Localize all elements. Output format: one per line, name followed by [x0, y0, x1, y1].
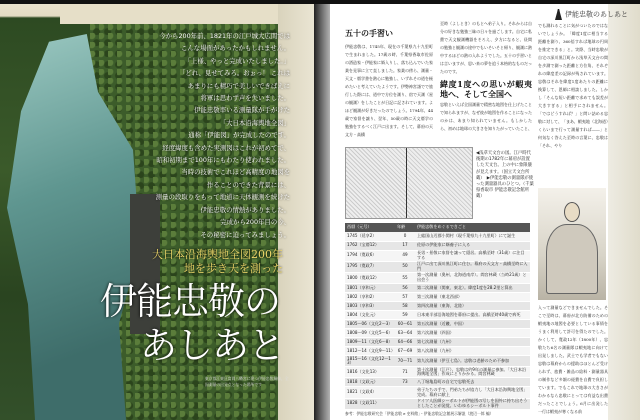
timeline: [345, 223, 530, 416]
year-cell: 1802（享和2）: [345, 293, 395, 302]
year-cell: 1818（文政元）: [345, 378, 395, 387]
intro-line: 今から200年前、1821年の江戸城大広間では: [159, 32, 290, 40]
table-source: 参考：伊能忠敬研究会「伊能忠敬 e 史料館」・伊能忠敬記念館展示解説（渡辺一郎 編）: [345, 410, 494, 416]
intro-line: あまりにも精巧で美しいできばえに: [187, 81, 290, 90]
year-cell: 1805〜06（文化2〜3）: [345, 320, 395, 329]
intro-line: 「上様、やっと完成いたしました。」: [184, 56, 290, 65]
event-cell: 第三次測量（東北西部）: [415, 293, 530, 302]
year-cell: 1812〜14（文化9〜11）: [345, 347, 395, 356]
table-row: [345, 356, 530, 367]
section-heading: 五十の手習い: [345, 28, 393, 38]
age-cell: 0: [395, 232, 415, 241]
event-cell: 第十次測量（江戸）。忠敬は約9年の測量に参加。「大日本沿海輿地全図」作成にとりかかる。間宮林蔵: [415, 367, 530, 378]
table-row: [345, 320, 530, 329]
age-cell: [395, 387, 415, 398]
walking-figure-icon: [555, 9, 562, 20]
age-cell: 63〜64: [395, 329, 415, 338]
column-1: [345, 28, 433, 139]
event-cell: 第五次測量（近畿、中国）: [415, 320, 530, 329]
running-header-text: 伊能忠敬のあしあと: [565, 10, 628, 19]
event-cell: 八丁堀亀島町の自宅で忠敬死去: [415, 378, 530, 387]
section-body: 入って測量などできませんでした。そこで至時は、幕府が北方防備のための蝦夷地の地図を必要としている事情をうまく利用して許可を得たのでした。かくして、寛政12年（1800年）、忠敬たち6名の測量隊は蝦夷地に向けて出発しました。武士でも学者でもない忠敬は幕府からの援助はほとんど受けられず、旅費・雑品の給料・測量器具の制作など多額の経費を自費で負担しています。でもこれで地球の大きさがわかるなら忠敬にとっては有益な出費だったことでしょう。6月に出発した一行は蝦夷が寒くなる前: [538, 305, 608, 414]
year-cell: 1794（寛政6）: [345, 250, 395, 261]
age-cell: 70〜71: [395, 356, 415, 367]
event-cell: 第二次測量（関東、東北）。緯度1度を28.2里と算出: [415, 284, 530, 293]
intro-line: 測量の段取りをもって地道に天体観測を続けた: [155, 193, 290, 202]
table-row: [345, 284, 530, 293]
timeline-table: [345, 223, 530, 410]
table-header: 西暦（元号）: [345, 223, 395, 232]
table-row: [345, 250, 530, 261]
intro-line: 完成から200年目の今、: [220, 218, 290, 227]
intro-line: 通称「伊能図」が完成したのです。: [188, 131, 290, 140]
age-cell: 60〜61: [395, 320, 415, 329]
year-cell: 1795（寛政7）: [345, 261, 395, 272]
column-2: [440, 20, 532, 133]
intro-line: 将軍は思わず声を失いました。: [200, 94, 290, 103]
event-cell: 第九次測量（伊豆七島）。忠敬は老齢のため不参加: [415, 356, 530, 367]
subtitle: [135, 248, 283, 276]
event-cell: 第八次測量（九州）: [415, 347, 530, 356]
event-cell: 第一次測量（奥州、北海道南岸）。間宮林蔵（当時21歳）と出会う: [415, 272, 530, 283]
title-line-1: 伊能忠敬の: [100, 280, 280, 323]
section-body: 至時（よしとき）のもとへ弟子入り。それからは自分の好きな勉強三昧の日々を過ごします。自宅に私費で天文観測機器をそろえ、夕方になると、昼間の勉強と観測の途中でもいそいそと帰り、観測に熱中するほどの熱の入れようでした。五十の手習いとは言いますが、思い来の夢を追う本格的なものだったのです。: [440, 21, 532, 74]
intro-line: 「大日本沿海輿地全図」: [219, 118, 290, 127]
table-header: 伊能忠敬をめぐるできごと: [415, 223, 530, 232]
article-page: [330, 4, 640, 420]
year-cell: 1808〜09（文化5〜6）: [345, 329, 395, 338]
subtitle-line-1: 大日本沿海輿地全図200年: [152, 248, 283, 261]
age-cell: 49: [395, 250, 415, 261]
intro-line: 「どれ、見せてみろ。おぉっ！ これは: [178, 69, 290, 78]
intro-line: 作ることのできた背景には、: [206, 180, 290, 189]
section-body: 伊能忠敬は、1745年、現在の千葉県九十九里町で生まれました。17歳の時、千葉県香取市佐原の酒造家・伊能家に婿入りし、落ち込んでいた家業を見事に立て直しました。家業の傍ら、測量・天文・暦学書を熱心に勉強し、いずれその道を極めたいと考えていたようです。伊勢神宮詣でで旅行した際には、道中で方位を測り、宿で天測（星の観測）をしたことが日記に記されています。よほど観測が好きだったのでしょう。1794年、44歳で家督を譲り、翌年、50歳の時に天文暦学の勉強をするべく江戸に出ます。そして、幕府の天文方・高橋: [345, 44, 433, 137]
table-row: [345, 378, 530, 387]
year-cell: 1816（文化13）: [345, 367, 395, 378]
event-cell: 上総国山辺郡小関村（現千葉県九十九里町）にて誕生: [415, 232, 530, 241]
intro-line: 昭和初期まで100年にもわたり使われました。: [156, 156, 290, 165]
age-cell: 57: [395, 293, 415, 302]
table-row: [345, 367, 530, 378]
intro-line: 伊能忠敬率いる測量隊が手がけた: [194, 106, 290, 115]
age-cell: 55: [395, 272, 415, 283]
year-cell: 1803（享和3）: [345, 302, 395, 311]
intro-line: こんな場面があったかもしれません。: [181, 44, 290, 53]
intro-line: 当時の技術でこれほど高精度の地図を: [181, 168, 290, 177]
age-cell: 73: [395, 378, 415, 387]
illustration-caption: ◀浅草天文台の図。江戸時代後期の1782年に幕府が設置した天文台。上の中に象限儀が見えます。（国立天文台所蔵） ▶伊能忠敬の測量隊が使った測量器具のひとつ。（千葉県香取市 伊能忠敬記念館所蔵）: [476, 151, 534, 200]
event-cell: 第四次測量（東海、北陸）: [415, 302, 530, 311]
age-cell: 58: [395, 302, 415, 311]
subtitle-line-2: 地を歩き天を測った: [184, 262, 283, 275]
event-cell: 長男・景敬に家督を譲って隠居。高橋至時（31歳）に注目する: [415, 250, 530, 261]
table-header: 年齢: [395, 223, 415, 232]
year-cell: 1809〜11（文化6〜8）: [345, 338, 395, 347]
table-row: [345, 398, 530, 409]
table-row: [345, 329, 530, 338]
age-cell: 59: [395, 311, 415, 320]
table-row: [345, 261, 530, 272]
intro-line: その秘密に迫ってみましょう。: [200, 230, 290, 239]
running-header: [555, 9, 628, 20]
year-cell: 1762（宝暦12）: [345, 241, 395, 250]
table-row: [345, 272, 530, 283]
table-row: [345, 347, 530, 356]
title-line-2: あしあと: [140, 324, 284, 367]
year-cell: 1800（寛政12）: [345, 272, 395, 283]
portrait-illustration: [538, 188, 606, 300]
feature-title: [100, 280, 284, 368]
age-cell: 71: [395, 367, 415, 378]
event-cell: 第七次測量（九州）: [415, 338, 530, 347]
event-cell: 江戸に出て深川黒江町に住む。幕府の天文方・高橋至時に入門: [415, 261, 530, 272]
section-heading: 緯度1度への思いが蝦夷地へ、そして全国へ: [440, 79, 532, 99]
age-cell: 17: [395, 241, 415, 250]
year-cell: 1804（文化元）: [345, 311, 395, 320]
intro-text: [128, 30, 290, 241]
column-3-lower: [538, 304, 608, 416]
table-row: [345, 311, 530, 320]
table-row: [345, 338, 530, 347]
column-3: [538, 22, 608, 150]
table-row: [345, 232, 530, 241]
intro-line: 経度緯度も含めた実測図はこれが初めてで、: [162, 143, 290, 152]
age-cell: 50: [395, 261, 415, 272]
event-cell: 佐原の伊能家に婿養子に入る: [415, 241, 530, 250]
table-row: [345, 293, 530, 302]
section-body: でも測れることに気がついたのではないでしょうか。「緯度1度に相当する距離を測り、360倍すれば地球の円周を推定できる」と。実際、当時忠敬が自宅の深川黒江町から浅草天文台の間を歩測で測った距離と方位角、それぞれの緯度差の記録が残されています。忠敬はそれを緯度1度あたりの距離に換算して、恩師に相談しました。しかし「そんな短い距離で求めても誤差が大きすぎる」と相手にされません。「ではどうすれば？」と問い詰める忠敬に対して、「まあ、蝦夷地（北海道）くらいまで行って測量すれば――」と何気なく答えた至時の言葉に、忠敬は「それ、やり: [538, 23, 608, 148]
table-row: [345, 241, 530, 250]
table-row: [345, 302, 530, 311]
event-cell: 第六次測量（四国）: [415, 329, 530, 338]
intro-line: 伊能忠敬の情熱がありました。: [200, 205, 290, 214]
year-cell: 1828（文政11）: [345, 398, 395, 409]
age-cell: 64〜66: [395, 338, 415, 347]
observatory-illustration: [345, 147, 473, 219]
year-cell: 1801（享和元）: [345, 284, 395, 293]
photo-credit: 東京都江東区富岡八幡宮に建つ伊能忠敬銅像。全国測量の出発点となった場所です: [205, 376, 289, 387]
section-body: 忠敬といえば全国測量で精密な地図を仕上げたことで知られますが、なぜ彼が地図を作ることになったのかは、あまり知られていません。もしかしたら、初めは地球の大きさを知りたがっていたこと、: [440, 102, 532, 131]
event-cell: ドイツ人医師シーボルトが伊能図の写しを国外に持ち出そうとしたことが発覚。いわゆるシーボルト事件: [415, 398, 530, 409]
year-cell: 1821（文政4）: [345, 387, 395, 398]
event-cell: 日本東半部沿海地図を幕府に提出。高橋至時40歳で病死: [415, 311, 530, 320]
event-cell: 弟子たちの手で、門弟たちが協力し「大日本沿海輿地全図」完成。幕府に献上: [415, 387, 530, 398]
year-cell: 1815〜16（文化12〜13）: [345, 356, 395, 367]
age-cell: 67〜69: [395, 347, 415, 356]
age-cell: [395, 398, 415, 409]
cover-page: [0, 4, 318, 420]
age-cell: 56: [395, 284, 415, 293]
map-background-edge: [608, 4, 640, 420]
year-cell: 1745（延享2）: [345, 232, 395, 241]
table-row: [345, 387, 530, 398]
